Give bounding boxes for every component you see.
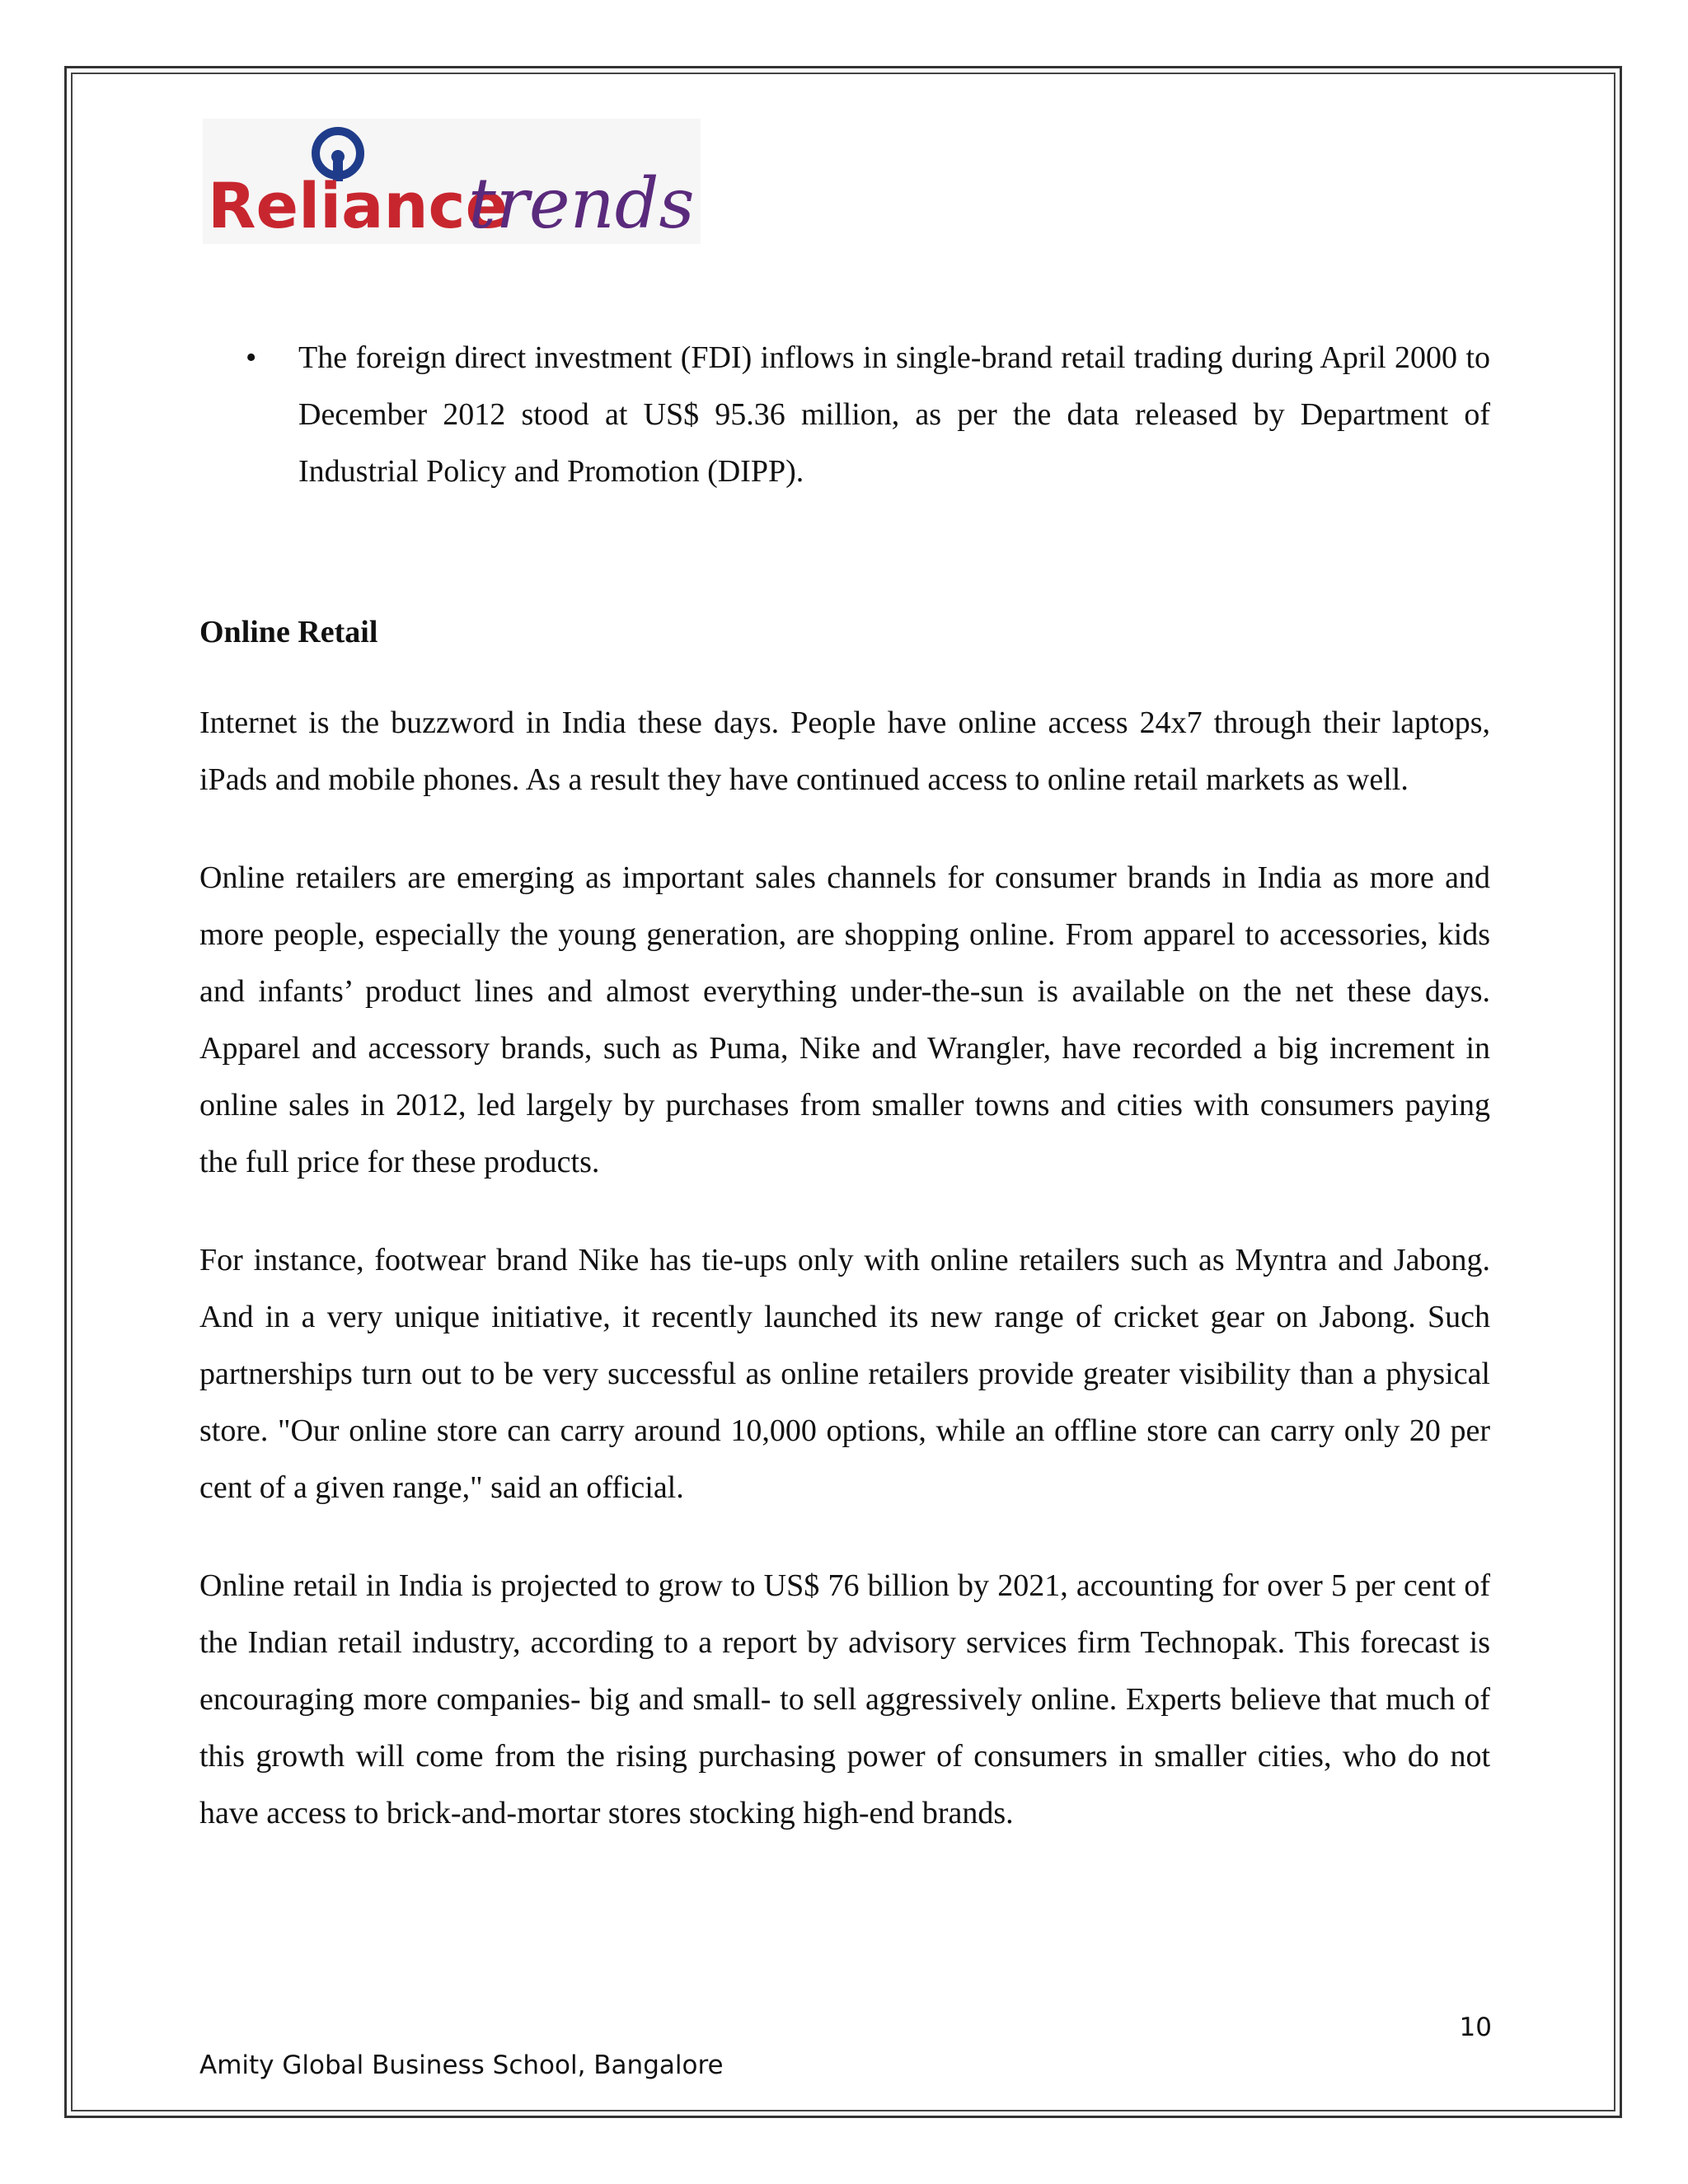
- fdi-bullet-item: [199, 330, 1490, 500]
- logo-trends-text: trends: [468, 163, 695, 244]
- page-content: [199, 330, 1490, 1873]
- paragraph-online-retailers: Online retailers are emerging as important sales channels for consumer brands in India as more and more people, especially the young generation, are shopping online. From apparel to accessories, kids and infants’ product lines and almost everything under-the-sun is available on the net these days. Apparel and accessory brands, such as Puma, Nike and Wrangler, have recorded a big increment in online sales in 2012, led largely by purchases from smaller towns and cities with consumers paying the full price for these products.: [199, 860, 1490, 1179]
- paragraph-nike-example: For instance, footwear brand Nike has tie-ups only with online retailers such as Myntra and Jabong. And in a very unique initiative, it recently launched its new range of cricket gear on Jabong. Such partnerships turn out to be very successful as online retailers provide greater visibility than a physical store. "Our online store can carry around 10,000 options, while an offline store can carry only 20 per cent of a given range," said an official.: [199, 1243, 1490, 1505]
- page-footer: Amity Global Business School, Bangalore: [199, 2050, 724, 2080]
- section-heading: Online Retail: [199, 615, 378, 649]
- fdi-bullet-text: The foreign direct investment (FDI) inflows in single-brand retail trading during April 2000 to December 2012 stood at US$ 95.36 million, as per the data released by Department of Industrial Policy and Promotion (DIPP).: [298, 340, 1490, 489]
- logo-graphic: [203, 119, 701, 244]
- paragraph-internet: Internet is the buzzword in India these days. People have online access 24x7 through their laptops, iPads and mobile phones. As a result they have continued access to online retail markets as well.: [199, 705, 1490, 797]
- paragraph-growth-forecast: Online retail in India is projected to grow to US$ 76 billion by 2021, accounting for over 5 per cent of the Indian retail industry, according to a report by advisory services firm Technopak. This forecast is encouraging more companies- big and small- to sell aggressively online. Experts believe that much of this growth will come from the rising purchasing power of consumers in smaller cities, who do not have access to brick-and-mortar stores stocking high-end brands.: [199, 1568, 1490, 1830]
- page-number: 10: [1459, 2013, 1492, 2042]
- bullet-marker: •: [246, 340, 257, 375]
- logo-reliance-text: Reliance: [208, 169, 509, 242]
- reliance-trends-logo: [203, 119, 701, 244]
